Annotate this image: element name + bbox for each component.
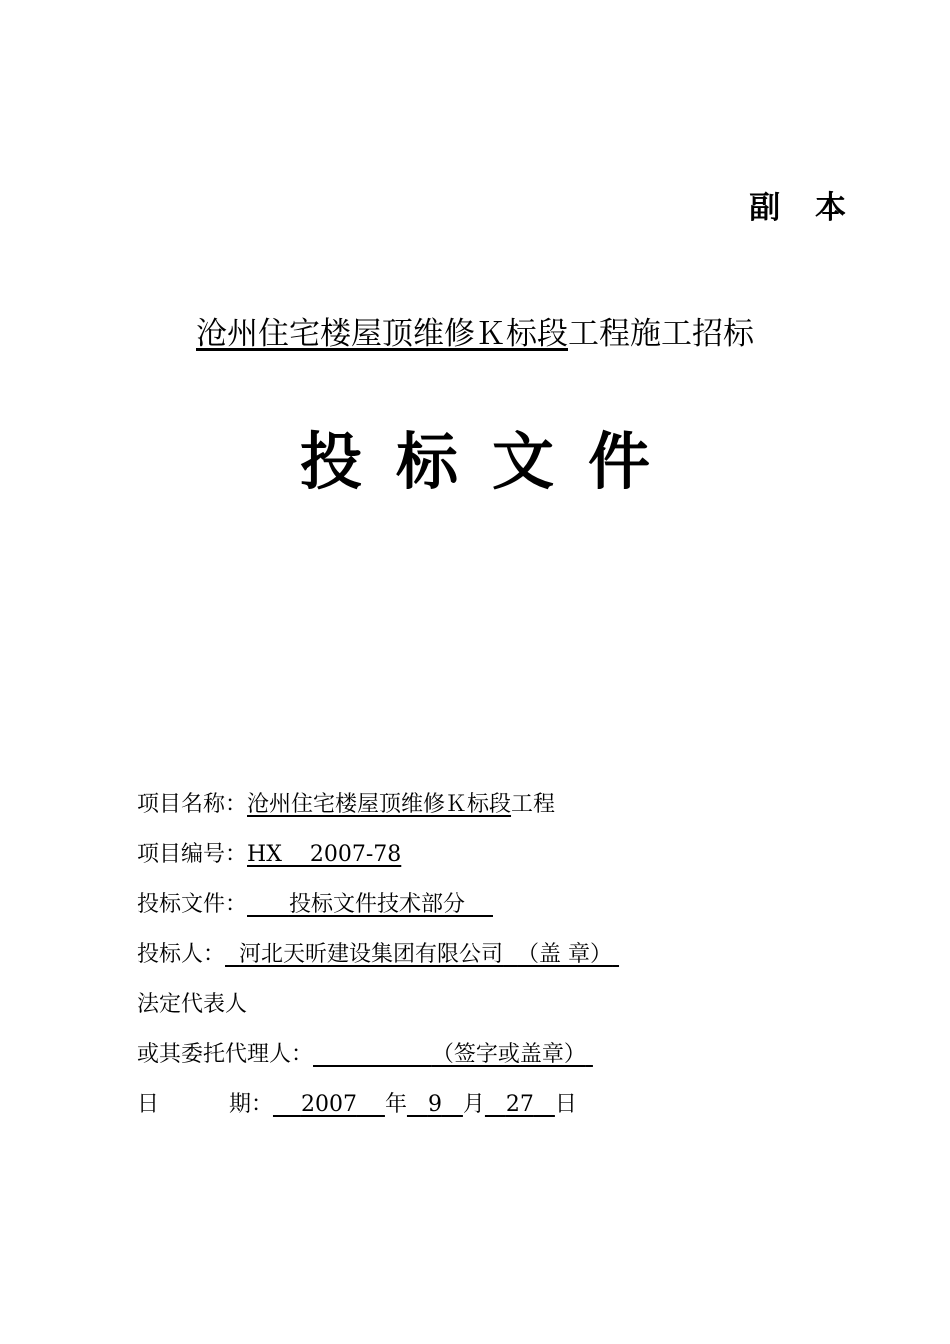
bidder-label: 投标人： bbox=[137, 942, 226, 967]
date-day: 27 bbox=[505, 1092, 534, 1117]
project-name-value-underlined: 沧州住宅楼屋顶维修Ｋ标段 bbox=[247, 792, 512, 817]
legal-rep-label: 法定代表人 bbox=[137, 992, 248, 1017]
copy-mark: 副 本 bbox=[749, 190, 858, 226]
project-title bbox=[0, 308, 950, 353]
bid-document-value: 投标文件技术部分 bbox=[288, 892, 465, 917]
date-row bbox=[137, 1080, 619, 1130]
bid-document-label: 投标文件： bbox=[137, 892, 248, 917]
date-month: 9 bbox=[427, 1092, 442, 1117]
date-year: 2007 bbox=[300, 1092, 357, 1117]
agent-sign: （签字或盖章） bbox=[431, 1042, 586, 1067]
project-name-label: 项目名称： bbox=[137, 792, 248, 817]
bid-document-value-line bbox=[247, 892, 493, 917]
bidder-value-line bbox=[225, 942, 619, 967]
date-day-unit: 日 bbox=[554, 1092, 577, 1117]
date-year-line bbox=[273, 1092, 385, 1117]
agent-sign-line[interactable] bbox=[313, 1042, 593, 1067]
date-label-end: 期： bbox=[228, 1092, 273, 1117]
date-day-line bbox=[485, 1092, 555, 1117]
bidder-value: 河北天昕建设集团有限公司 bbox=[239, 942, 504, 967]
document-title: 投标文件 bbox=[299, 425, 684, 498]
bid-document-row bbox=[137, 880, 619, 930]
project-title-underlined: 沧州住宅楼屋顶维修Ｋ标段 bbox=[196, 316, 568, 352]
date-year-unit: 年 bbox=[384, 1092, 407, 1117]
agent-label: 或其委托代理人： bbox=[137, 1042, 314, 1067]
legal-rep-row bbox=[137, 980, 619, 1030]
project-title-rest: 工程施工招标 bbox=[568, 316, 754, 352]
project-number-value: HX 2007-78 bbox=[247, 842, 402, 867]
agent-row bbox=[137, 1030, 619, 1080]
bidder-seal: （盖 章） bbox=[517, 942, 613, 967]
date-label-start: 日 bbox=[137, 1092, 160, 1117]
project-name-row bbox=[137, 780, 619, 830]
date-month-line bbox=[407, 1092, 463, 1117]
bidder-row bbox=[137, 930, 619, 980]
project-number-row bbox=[137, 830, 619, 880]
project-name-value-rest: 工程 bbox=[511, 792, 556, 817]
date-month-unit: 月 bbox=[462, 1092, 485, 1117]
project-number-label: 项目编号： bbox=[137, 842, 248, 867]
info-block bbox=[137, 780, 619, 1130]
